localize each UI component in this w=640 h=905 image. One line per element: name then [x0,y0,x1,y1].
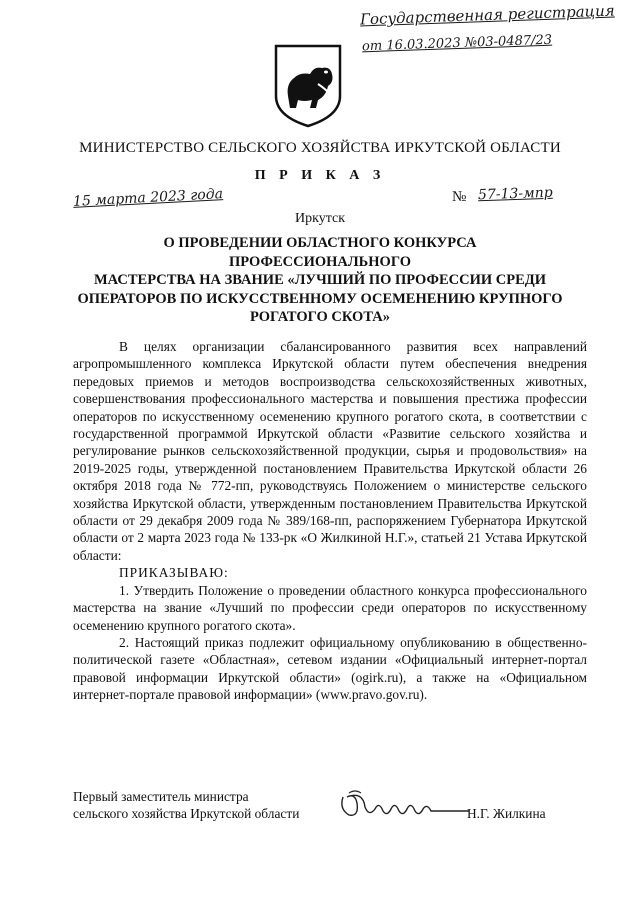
preamble-paragraph: В целях организации сбалансированного развития всех направлений агропромышленного комплекса Иркутской области путем обеспечения внедрения передовых приемов и методов воспроизводства сельскохозяйственных животных, совершенствования профессионального мастерства и повышения престижа профессии операторов по искусственному осеменению крупного рогатого скота, в соответствии с государственной программой Иркутской области «Развитие сельского хозяйства и регулирование рынков сельскохозяйственной продукции, сырья и продовольствия» на 2019-2025 годы, утвержденной постановлением Правительства Иркутской области 26 октября 2018 года № 772-пп, руководствуясь Положением о министерстве сельского хозяйства Иркутской области, утвержденным постановлением Правительства Иркутской области от 29 декабря 2009 года № 389/168-пп, распоряжением Губернатора Иркутской области от 2 марта 2023 года № 133-рк «О Жилкиной Н.Г.», статьей 21 Устава Иркутской области: [73,339,587,563]
title-line: ОПЕРАТОРОВ ПО ИСКУССТВЕННОМУ ОСЕМЕНЕНИЮ КРУПНОГО [77,290,563,307]
handwritten-signature-icon [335,787,475,827]
order-number: 57-13-мпр [477,184,553,204]
signatory-position [73,788,299,823]
document-type: П Р И К А З [254,168,386,183]
document-title [70,234,570,327]
position-line: сельского хозяйства Иркутской области [73,806,300,822]
title-line: РОГАТОГО СКОТА» [250,309,390,325]
title-line: О ПРОВЕДЕНИИ ОБЛАСТНОГО КОНКУРСА [163,235,477,251]
city: Иркутск [294,211,346,226]
registration-stamp-line2: от 16.03.2023 №03-0487/23 [361,32,553,55]
item-2-paragraph: 2. Настоящий приказ подлежит официальному опубликованию в общественно-политической газете «Областная», сетевом издании «Официальный интернет-портал правовой информации Иркутской области» (ogirk.ru), а также на «Официальном интернет-портале правовой информации» (www.pravo.gov.ru). [73,634,587,703]
number-sign: № [452,189,467,205]
item-1-paragraph: 1. Утвердить Положение о проведении областного конкурса профессионального мастерства на звание «Лучший по профессии среди операторов по искусственному осеменению крупного рогатого скота». [73,582,587,633]
registration-stamp-line1: Государственная регистрация [359,1,615,29]
order-date: 15 марта 2023 года [72,186,224,210]
ministry-name: МИНИСТЕРСТВО СЕЛЬСКОГО ХОЗЯЙСТВА ИРКУТСКОЙ ОБЛАСТИ [79,140,561,156]
title-line: ПРОФЕССИОНАЛЬНОГО [229,253,411,270]
position-line: Первый заместитель министра [73,789,249,804]
title-line: МАСТЕРСТВА НА ЗВАНИЕ «ЛУЧШИЙ ПО ПРОФЕССИИ СРЕДИ [93,272,547,288]
document-body [73,338,587,704]
command-word: ПРИКАЗЫВАЮ: [119,565,229,581]
irkutsk-coat-of-arms-icon [274,44,342,128]
signatory-name: Н.Г. Жилкина [467,806,546,821]
